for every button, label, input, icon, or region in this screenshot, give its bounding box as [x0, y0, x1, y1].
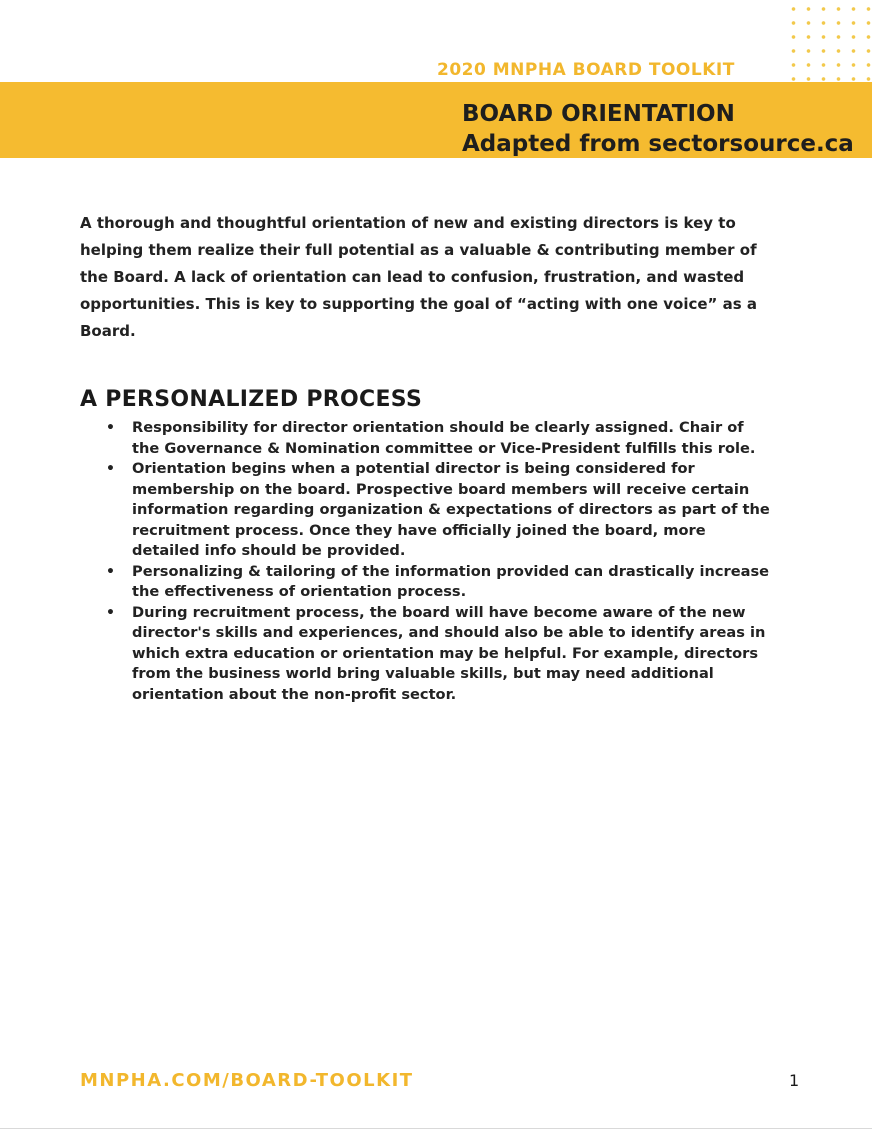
- decorative-dot-pattern: [786, 2, 872, 82]
- page-number: 1: [789, 1071, 800, 1090]
- section-heading: A PERSONALIZED PROCESS: [80, 387, 423, 412]
- list-item-text: Responsibility for director orientation should be clearly assigned. Chair of the Governance & Nomination committee or Vice-President fulfills this role.: [132, 419, 756, 457]
- toolkit-kicker: 2020 MNPHA BOARD TOOLKIT: [437, 60, 735, 80]
- bullet-list: [104, 418, 774, 705]
- bullet-icon: •: [106, 420, 115, 436]
- list-item-text: Orientation begins when a potential director is being considered for membership on the board. Prospective board members will receive certain information regarding organization & expectations of directors as part of the recruitment process. Once they have officially joined the board, more detailed info should be provided.: [132, 460, 770, 559]
- list-item-text: During recruitment process, the board will have become aware of the new director's skills and experiences, and should also be able to identify areas in which extra education or orientation may be helpful. For example, directors from the business world bring valuable skills, but may need additional orientation about the non-profit sector.: [132, 603, 766, 703]
- list-item: [104, 562, 774, 603]
- footer-toolkit-link[interactable]: MNPHA.COM/BOARD-TOOLKIT: [80, 1070, 414, 1091]
- list-item: [104, 603, 774, 706]
- list-item: [104, 459, 774, 562]
- list-item-text: Personalizing & tailoring of the information provided can drastically increase the effectiveness of orientation process.: [132, 562, 770, 600]
- bullet-icon: •: [106, 604, 115, 621]
- page-bottom-border: [0, 1128, 872, 1129]
- intro-paragraph: A thorough and thoughtful orientation of new and existing directors is key to helping them realize their full potential as a valuable & contributing member of the Board. A lack of orientation can lead to confusion, frustration, and wasted opportunities. This is key to supporting the goal of “acting with one voice” as a Board.: [80, 214, 758, 340]
- list-item: [104, 418, 774, 459]
- page-subtitle: Adapted from sectorsource.ca: [462, 131, 854, 157]
- page-title: BOARD ORIENTATION: [462, 101, 735, 127]
- bullet-icon: •: [106, 563, 115, 580]
- bullet-icon: •: [106, 461, 115, 477]
